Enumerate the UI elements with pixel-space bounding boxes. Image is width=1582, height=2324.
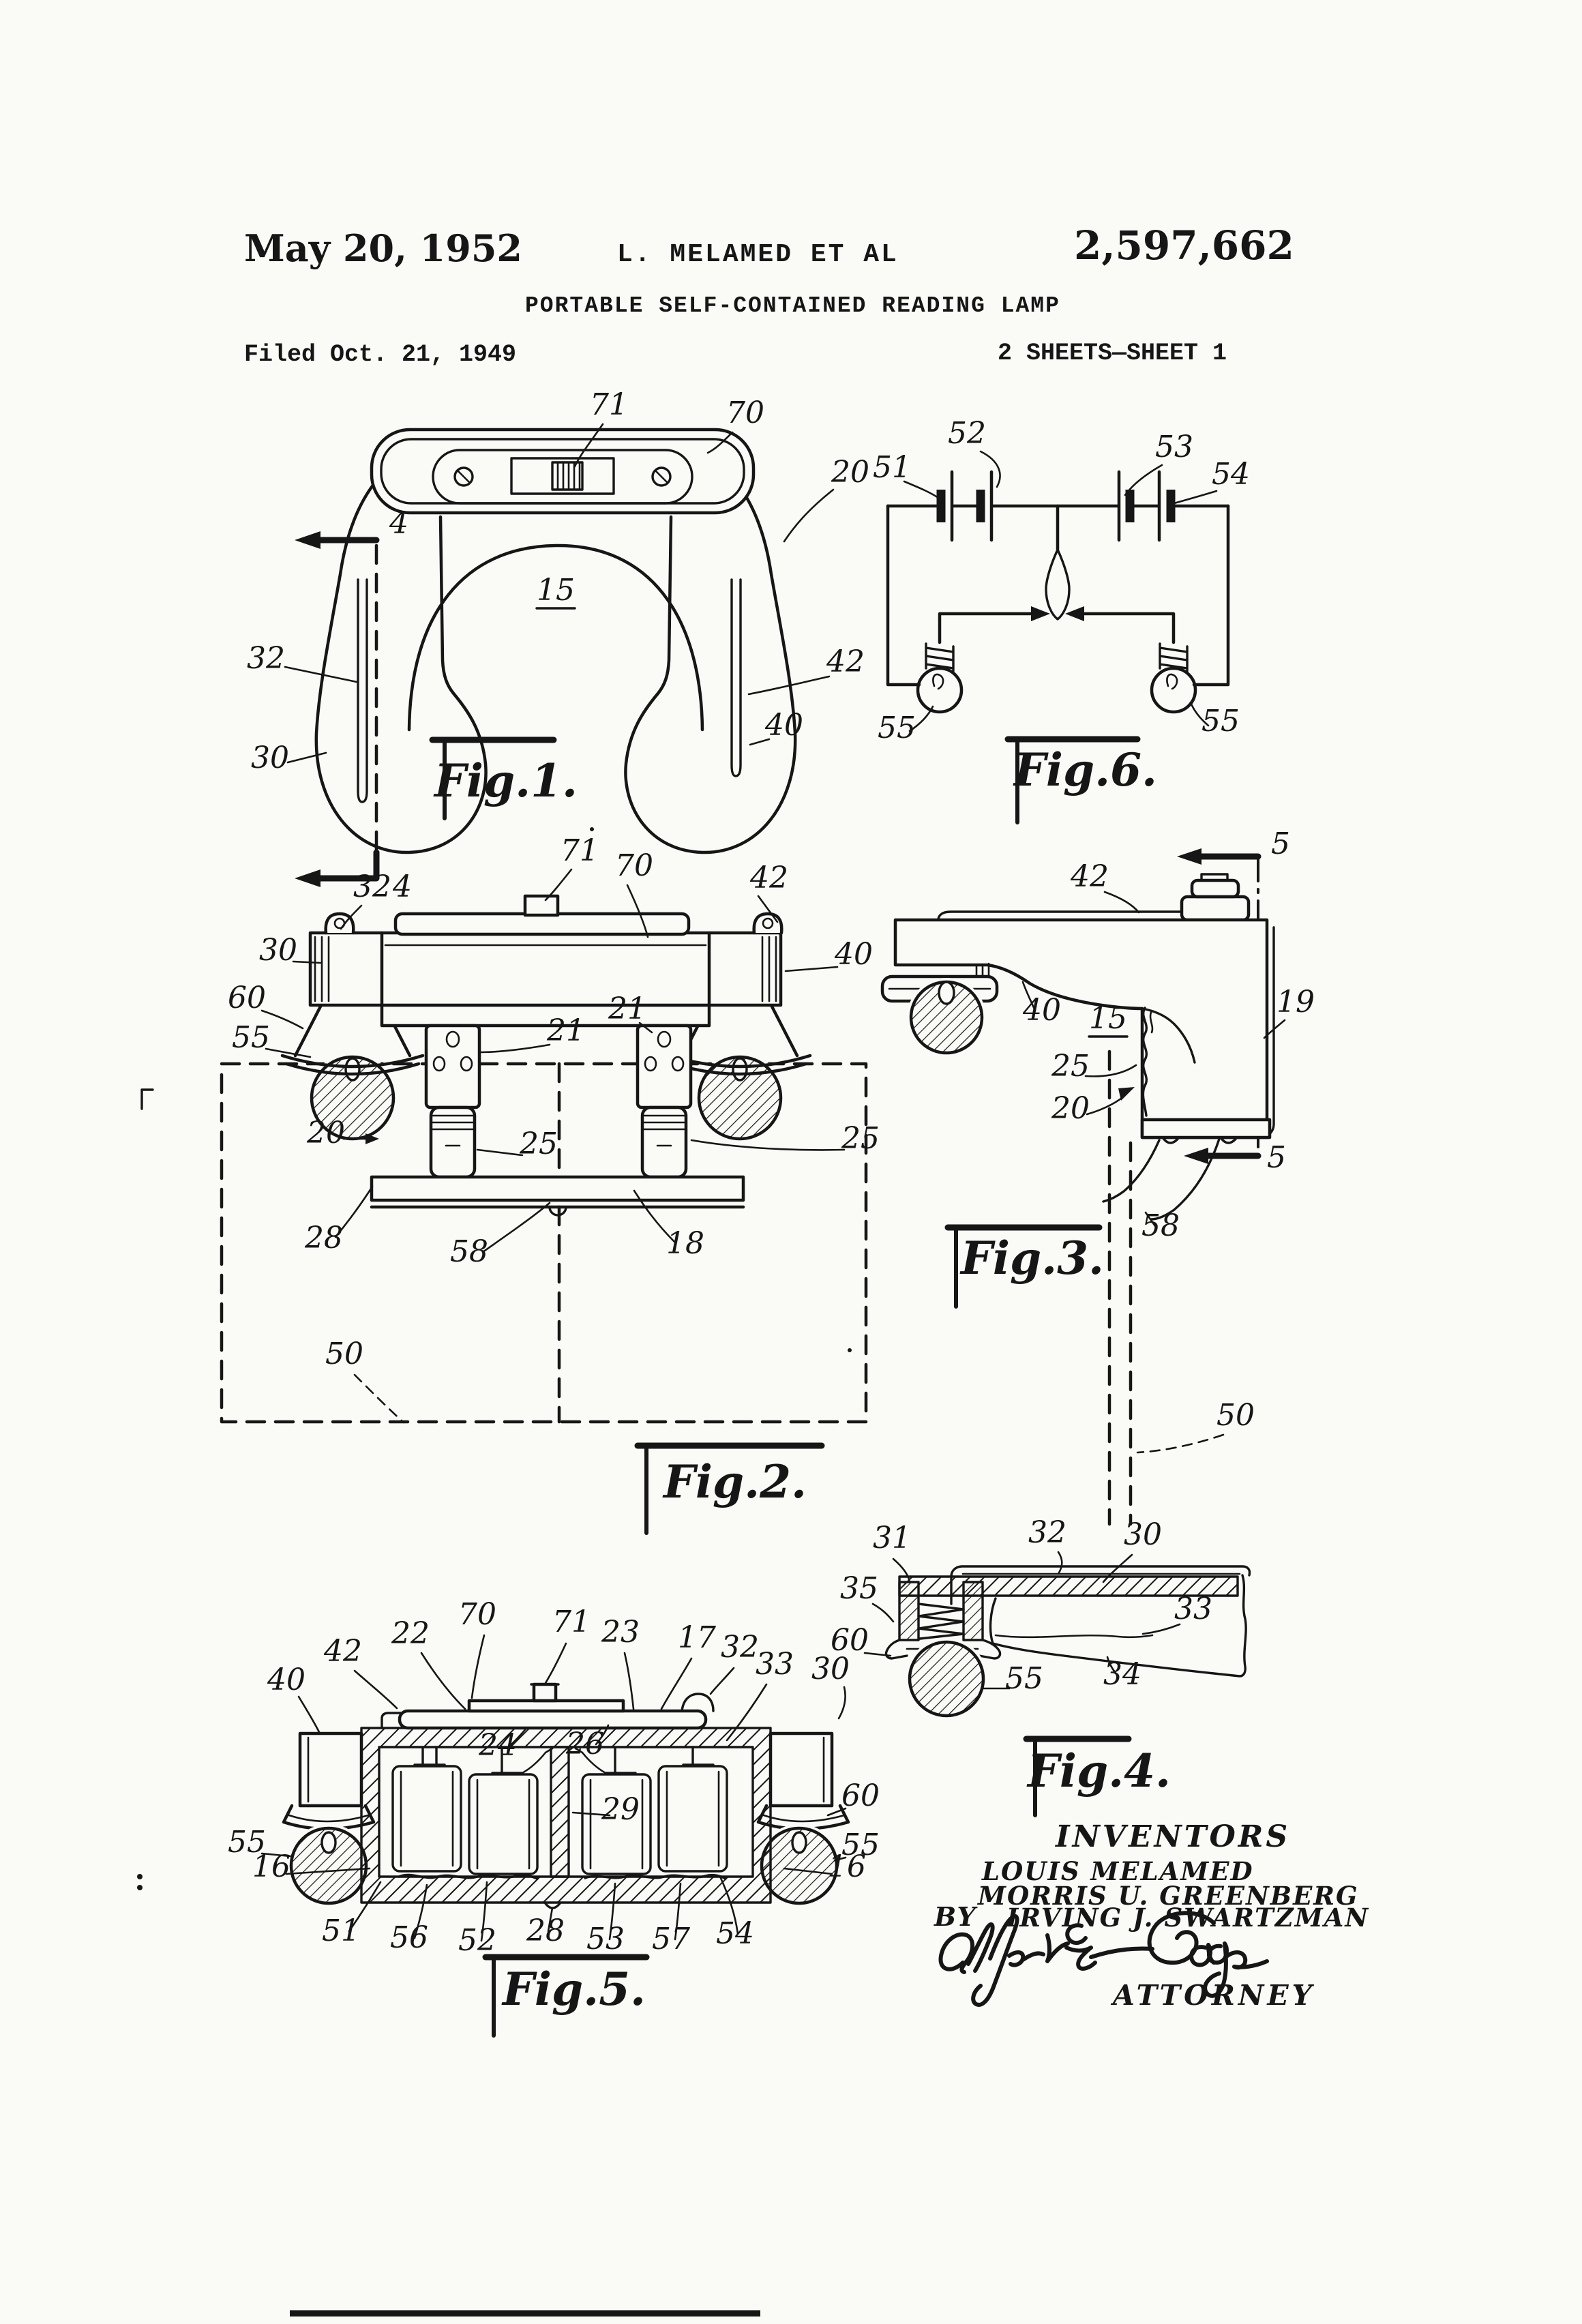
bulb-icon xyxy=(287,1824,370,1907)
ref-label-53: 53 xyxy=(1155,430,1193,464)
ref-label-60: 60 xyxy=(228,981,266,1015)
bulb-icon xyxy=(906,1638,987,1720)
ref-label-55: 55 xyxy=(1202,704,1240,739)
ref-label-28: 28 xyxy=(526,1913,565,1948)
figure-5-battery-box-section xyxy=(228,1597,880,2036)
figure-6-circuit-diagram xyxy=(873,416,1250,822)
figure-2-front-view xyxy=(222,833,880,1533)
figure-3-side-view xyxy=(882,826,1315,1524)
ref-label-50: 50 xyxy=(325,1337,363,1371)
ref-label-18: 18 xyxy=(666,1226,704,1261)
ref-label-30: 30 xyxy=(259,933,297,968)
ref-label-30: 30 xyxy=(1124,1517,1162,1552)
ref-label-70: 70 xyxy=(458,1597,496,1632)
figure-1-caption: Fig.1. xyxy=(434,754,578,807)
figure-4-caption: Fig.4. xyxy=(1028,1744,1171,1798)
ref-label-71: 71 xyxy=(552,1605,591,1639)
figure-1-headband-top-view xyxy=(247,387,869,904)
bulb-icon xyxy=(1152,644,1195,712)
ref-label-40: 40 xyxy=(765,708,803,743)
patent-author-line: L. MELAMED ET AL xyxy=(617,240,899,269)
ref-label-57: 57 xyxy=(652,1922,690,1956)
spring-clip xyxy=(638,1026,691,1177)
ref-label-16: 16 xyxy=(252,1849,290,1884)
ref-label-31: 31 xyxy=(873,1521,911,1555)
inventor-name-1: LOUIS MELAMED xyxy=(982,1856,1254,1886)
attorney-label: ATTORNEY xyxy=(1113,1979,1315,2012)
bulb-icon xyxy=(918,644,961,712)
by-label: BY xyxy=(934,1901,977,1932)
bulb-icon xyxy=(907,978,986,1057)
sheet-info: 2 SHEETS—SHEET 1 xyxy=(998,340,1227,367)
ref-label-24: 24 xyxy=(479,1728,517,1763)
ref-label-4: 4 xyxy=(393,869,412,904)
filed-date: Filed Oct. 21, 1949 xyxy=(244,341,517,368)
figure-3-caption: Fig.3. xyxy=(961,1232,1104,1285)
patent-title: PORTABLE SELF-CONTAINED READING LAMP xyxy=(525,293,1060,318)
ref-label-42: 42 xyxy=(750,861,788,895)
ref-label-51: 51 xyxy=(873,450,911,485)
ref-label-70: 70 xyxy=(615,848,653,883)
ref-label-54: 54 xyxy=(1212,457,1250,492)
spring-clip xyxy=(426,1026,479,1177)
ref-label-42: 42 xyxy=(826,644,865,679)
ref-label-25: 25 xyxy=(520,1127,558,1161)
ref-label-58: 58 xyxy=(450,1234,488,1269)
ref-label-26: 26 xyxy=(566,1727,604,1761)
ref-label-32: 32 xyxy=(721,1630,759,1665)
figure-6-caption: Fig.6. xyxy=(1014,743,1157,796)
lamp-socket-threads xyxy=(919,1604,964,1639)
ref-label-60: 60 xyxy=(841,1778,880,1813)
ref-label-60: 60 xyxy=(831,1623,869,1658)
ref-label-71: 71 xyxy=(561,833,599,868)
ref-label-34: 34 xyxy=(1103,1657,1141,1692)
ref-label-52: 52 xyxy=(948,416,986,451)
ref-label-17: 17 xyxy=(678,1620,716,1655)
ref-label-70: 70 xyxy=(726,396,764,430)
ref-label-52: 52 xyxy=(458,1923,496,1958)
ref-label-22: 22 xyxy=(391,1616,430,1651)
ref-label-5: 5 xyxy=(1271,826,1290,861)
divider-wall xyxy=(551,1747,569,1877)
ref-label-21: 21 xyxy=(547,1013,585,1048)
ref-label-32: 32 xyxy=(247,641,285,676)
ref-label-51: 51 xyxy=(322,1913,360,1948)
ref-label-42: 42 xyxy=(1071,859,1109,894)
ref-label-28: 28 xyxy=(305,1221,343,1255)
patent-date: May 20, 1952 xyxy=(244,226,522,270)
ref-label-19: 19 xyxy=(1277,985,1315,1019)
ref-label-58: 58 xyxy=(1141,1208,1180,1243)
ref-label-20: 20 xyxy=(831,455,869,490)
figure-4-socket-detail xyxy=(831,1515,1250,1815)
ref-label-40: 40 xyxy=(835,937,873,972)
ref-label-21: 21 xyxy=(608,992,646,1026)
patent-number: 2,597,662 xyxy=(1074,222,1294,269)
switch-knob xyxy=(534,1684,556,1701)
ref-label-40: 40 xyxy=(1023,993,1061,1028)
ref-label-55: 55 xyxy=(878,711,916,745)
ref-label-15: 15 xyxy=(537,573,575,608)
ref-label-15: 15 xyxy=(1089,1001,1127,1036)
ref-label-25: 25 xyxy=(841,1121,880,1156)
ref-label-56: 56 xyxy=(390,1920,428,1955)
ref-label-32: 32 xyxy=(1028,1515,1066,1550)
ref-label-33: 33 xyxy=(1174,1592,1212,1626)
ref-label-25: 25 xyxy=(1051,1049,1090,1084)
ref-label-29: 29 xyxy=(601,1792,640,1827)
ref-label-55: 55 xyxy=(228,1825,266,1860)
inventor-name-3: IRVING J. SWARTZMAN xyxy=(1006,1903,1370,1933)
ref-label-42: 42 xyxy=(324,1634,362,1669)
ref-label-4: 4 xyxy=(389,506,408,541)
switch-knob xyxy=(525,896,558,915)
ref-label-53: 53 xyxy=(586,1922,625,1956)
inventor-name-2: MORRIS U. GREENBERG xyxy=(978,1881,1359,1911)
ref-label-40: 40 xyxy=(267,1663,305,1697)
ref-label-23: 23 xyxy=(601,1615,640,1650)
switch-leaf-contact xyxy=(1046,550,1069,619)
ref-label-54: 54 xyxy=(716,1916,754,1951)
ref-label-71: 71 xyxy=(590,387,628,422)
ref-label-20: 20 xyxy=(307,1116,345,1150)
figure-4-labels xyxy=(831,1515,1212,1696)
ref-label-5: 5 xyxy=(1267,1140,1286,1175)
figure-5-caption: Fig.5. xyxy=(503,1963,646,2016)
figure-2-caption: Fig.2. xyxy=(663,1455,807,1508)
ref-label-33: 33 xyxy=(756,1647,794,1682)
ref-label-50: 50 xyxy=(1217,1398,1255,1433)
ref-label-16: 16 xyxy=(828,1849,866,1884)
inventors-heading: INVENTORS xyxy=(1056,1819,1291,1854)
ref-label-55: 55 xyxy=(841,1828,880,1862)
ref-label-30: 30 xyxy=(251,741,289,775)
ref-label-55: 55 xyxy=(1005,1661,1043,1696)
ref-label-30: 30 xyxy=(811,1652,850,1686)
ref-label-20: 20 xyxy=(1051,1091,1090,1126)
ref-label-35: 35 xyxy=(840,1571,878,1606)
ref-label-32: 32 xyxy=(353,869,391,904)
ref-label-55: 55 xyxy=(232,1020,270,1055)
attorney-signature xyxy=(940,1913,1267,2005)
